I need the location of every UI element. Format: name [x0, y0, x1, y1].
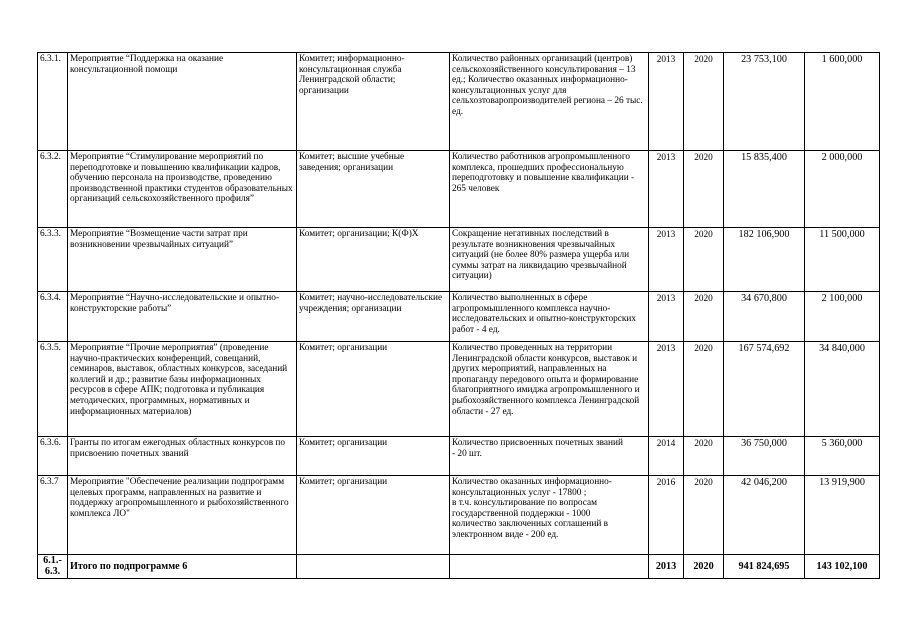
event-name: Мероприятие “Прочие мероприятия” (проведение научно-практических конференций, совещаний, семинаров, выставок, областных конкурсов, заседаний коллегий и др.; развитие базы информационных ресурсов в сфере АПК; подготовка и публикация методических, программных, нормативных и информационных материалов) [68, 342, 297, 437]
executors-cell: Комитет; информационно-консультационная служба Ленинградской области; организации [297, 53, 450, 151]
executors-cell: Комитет; организации; К(Ф)Х [297, 228, 450, 292]
end-year: 2020 [684, 53, 724, 151]
start-year: 2016 [649, 476, 684, 555]
end-year: 2020 [684, 151, 724, 228]
table-row [38, 151, 880, 228]
indicator-cell: Количество оказанных информационно-консультационных услуг - 17800 ; в т.ч. консультирование по вопросам государственной поддержки - 1000 количество заключенных соглашений в электронном виде - 200 ед. [450, 476, 649, 555]
current-funding: 11 500,000 [805, 228, 880, 292]
indicator-cell: Количество районных организаций (центров) сельскохозяйственного консультирования – 13 ед.; Количество оказанных информационно-консультационных услуг для сельхозтоваропроизводителей региона – 26 тыс. ед. [450, 53, 649, 151]
total-funding: 182 106,900 [724, 228, 805, 292]
indicator-cell: Сокращение негативных последствий в результате возникновения чрезвычайных ситуаций (не более 80% размера ущерба или суммы затрат на ликвидацию чрезвычайной ситуации) [450, 228, 649, 292]
table-row [38, 437, 880, 476]
current-funding: 34 840,000 [805, 342, 880, 437]
current-funding: 2 100,000 [805, 292, 880, 342]
row-number: 6.3.4. [38, 292, 68, 342]
executors-cell: Комитет; организации [297, 476, 450, 555]
total-start-year: 2013 [649, 555, 684, 579]
end-year: 2020 [684, 228, 724, 292]
current-funding: 13 919,900 [805, 476, 880, 555]
total-row [38, 555, 880, 579]
start-year: 2013 [649, 151, 684, 228]
end-year: 2020 [684, 437, 724, 476]
subprogram-table [37, 52, 880, 579]
start-year: 2014 [649, 437, 684, 476]
indicator-cell: Количество проведенных на территории Ленинградской области конкурсов, выставок и других мероприятий, направленных на пропаганду передового опыта и формирование благоприятного имиджа агропромышленного и рыбохозяйственного комплекса Ленинградской области - 27 ед. [450, 342, 649, 437]
row-number: 6.3.1. [38, 53, 68, 151]
start-year: 2013 [649, 53, 684, 151]
executors-cell: Комитет; организации [297, 437, 450, 476]
end-year: 2020 [684, 342, 724, 437]
event-name: Мероприятие "Обеспечение реализации подпрограмм целевых программ, направленных на развитие и поддержку агропромышленного и рыбохозяйственного комплекса ЛО" [68, 476, 297, 555]
total-row-indicator [450, 555, 649, 579]
total-row-executors [297, 555, 450, 579]
end-year: 2020 [684, 476, 724, 555]
start-year: 2013 [649, 342, 684, 437]
total-funding: 15 835,400 [724, 151, 805, 228]
row-number: 6.3.6. [38, 437, 68, 476]
row-number: 6.3.7 [38, 476, 68, 555]
executors-cell: Комитет; высшие учебные заведения; организации [297, 151, 450, 228]
indicator-cell: Количество работников агропромышленного комплекса, прошедших профессиональную переподготовку и повышение квалификации - 265 человек [450, 151, 649, 228]
event-name: Мероприятие “Научно-исследовательские и опытно-конструкторские работы” [68, 292, 297, 342]
grand-current-funding: 143 102,100 [805, 555, 880, 579]
event-name: Мероприятие “Поддержка на оказание консультационной помощи [68, 53, 297, 151]
row-number: 6.3.3. [38, 228, 68, 292]
event-name: Мероприятие “Стимулирование мероприятий по переподготовке и повышению квалификации кадров, обучению персонала на производстве, проведению производственной практики студентов образовательных организаций сельскохозяйственного профиля” [68, 151, 297, 228]
total-row-number: 6.1.- 6.3. [38, 555, 68, 579]
total-funding: 42 046,200 [724, 476, 805, 555]
table-row [38, 342, 880, 437]
total-funding: 36 750,000 [724, 437, 805, 476]
indicator-cell: Количество выполненных в сфере агропромышленного комплекса научно-исследовательских и опытно-конструкторских работ - 4 ед. [450, 292, 649, 342]
grand-total-funding: 941 824,695 [724, 555, 805, 579]
current-funding: 2 000,000 [805, 151, 880, 228]
total-end-year: 2020 [684, 555, 724, 579]
total-funding: 34 670,800 [724, 292, 805, 342]
total-funding: 167 574,692 [724, 342, 805, 437]
executors-cell: Комитет; научно-исследовательские учреждения; организации [297, 292, 450, 342]
table-row [38, 476, 880, 555]
event-name: Мероприятие “Возмещение части затрат при возникновении чрезвычайных ситуаций” [68, 228, 297, 292]
row-number: 6.3.2. [38, 151, 68, 228]
end-year: 2020 [684, 292, 724, 342]
total-row-label: Итого по подпрограмме 6 [68, 555, 297, 579]
current-funding: 5 360,000 [805, 437, 880, 476]
event-name: Гранты по итогам ежегодных областных конкурсов по присвоению почетных званий [68, 437, 297, 476]
table-row [38, 292, 880, 342]
row-number: 6.3.5. [38, 342, 68, 437]
start-year: 2013 [649, 228, 684, 292]
start-year: 2013 [649, 292, 684, 342]
executors-cell: Комитет; организации [297, 342, 450, 437]
current-funding: 1 600,000 [805, 53, 880, 151]
indicator-cell: Количество присвоенных почетных званий - 20 шт. [450, 437, 649, 476]
table-row [38, 228, 880, 292]
table-row [38, 53, 880, 151]
total-funding: 23 753,100 [724, 53, 805, 151]
